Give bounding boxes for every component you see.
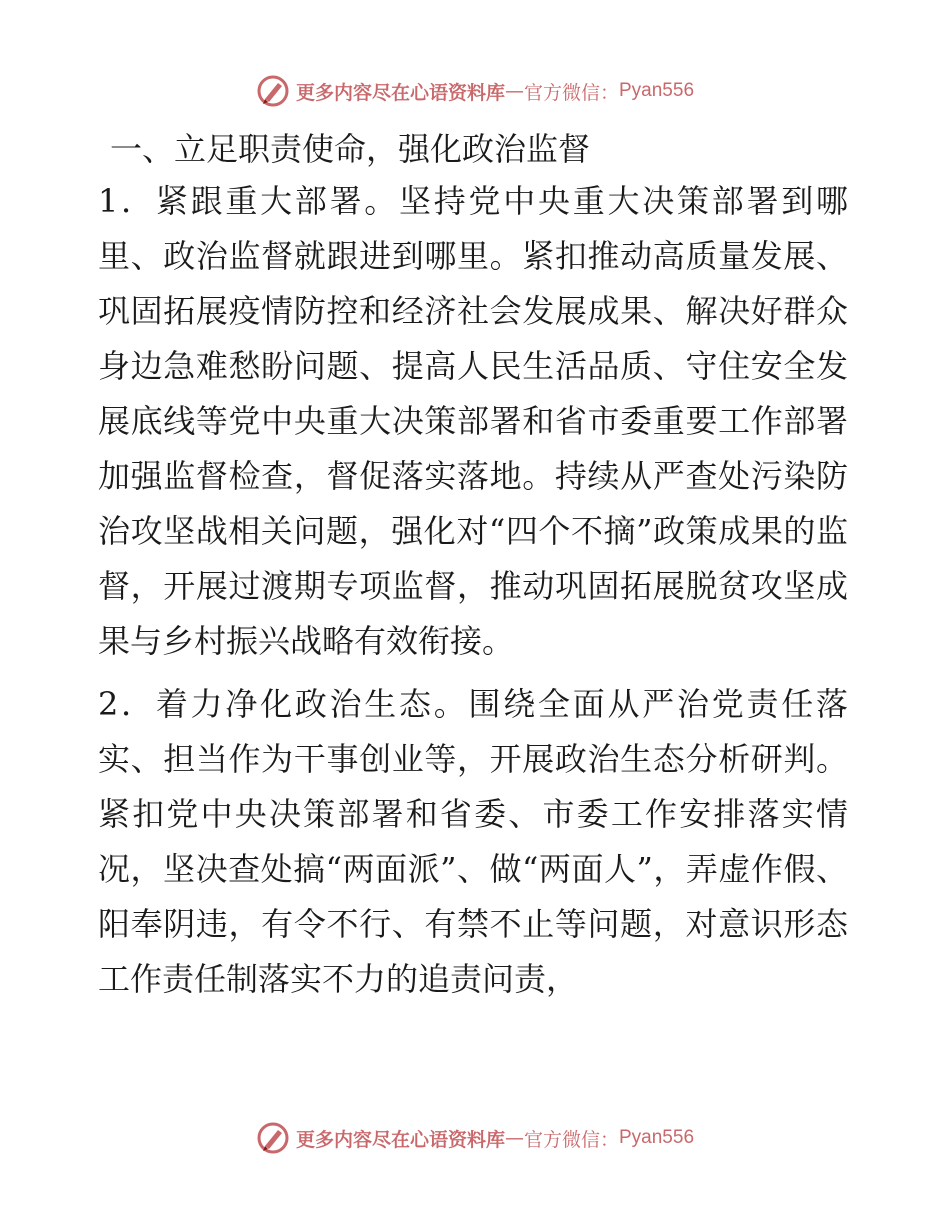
watermark-separator: —: [504, 80, 524, 102]
section-heading: 一、立足职责使命，强化政治监督: [110, 130, 591, 168]
footer-watermark: [0, 1118, 950, 1158]
watermark-handle: Pyan556: [619, 1127, 695, 1148]
watermark-handle: Pyan556: [619, 80, 695, 101]
paragraph-1: 1．紧跟重大部署。坚持党中央重大决策部署到哪里、政治监督就跟进到哪里。紧扣推动高质量发展、巩固拓展疫情防控和经济社会发展成果、解决好群众身边急难愁盼问题、提高人民生活品质、守住安全发展底线等党中央重大决策部署和省市委重要工作部署加强监督检查，督促落实落地。持续从严查处污染防治攻坚战相关问题，强化对“四个不摘”政策成果的监督，开展过渡期专项监督，推动巩固拓展脱贫攻坚成果与乡村振兴战略有效衔接。: [98, 182, 848, 660]
document-body: [98, 124, 848, 1007]
watermark-contact-text: 官方微信：: [523, 81, 619, 104]
watermark-separator: —: [504, 1127, 524, 1149]
watermark-main-text: 更多内容尽在心语资料库: [295, 81, 505, 104]
watermark-contact-text: 官方微信：: [523, 1128, 619, 1151]
watermark-main-text: 更多内容尽在心语资料库: [295, 1128, 505, 1151]
pen-logo-icon: [256, 1121, 290, 1155]
pen-logo-icon: [256, 74, 290, 108]
paragraph-2: 2．着力净化政治生态。围绕全面从严治党责任落实、担当作为干事创业等，开展政治生态分析研判。紧扣党中央决策部署和省委、市委工作安排落实情况，坚决查处搞“两面派”、做“两面人”，弄虚作假、阳奉阴违，有令不行、有禁不止等问题，对意识形态工作责任制落实不力的追责问责，: [98, 685, 848, 998]
header-watermark: [0, 71, 950, 111]
